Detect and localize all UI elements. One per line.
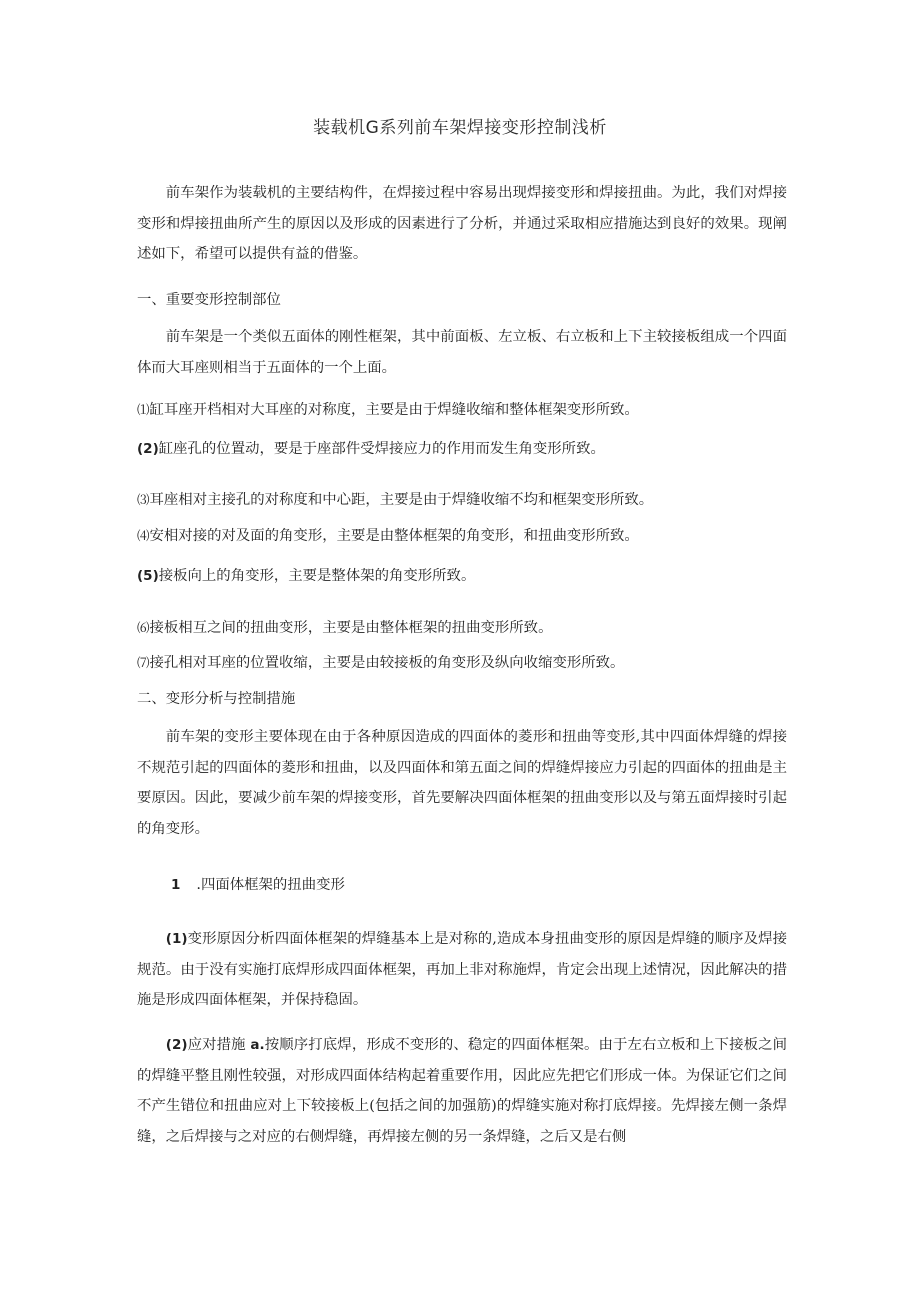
list-item-text: 安相对接的对及面的角变形，主要是由整体框架的角变形，和扭曲变形所致。 (149, 528, 639, 544)
list-item-text: 接板向上的角变形，主要是整体架的角变形所致。 (158, 568, 476, 584)
list-item-number: ⑴ (137, 402, 150, 417)
list-item-4 (137, 526, 797, 546)
section1-heading: 一、重要变形控制部位 (137, 292, 281, 308)
list-item-2 (137, 439, 797, 459)
list-item-text: 耳座相对主接孔的对称度和中心距，主要是由于焊缝收缩不均和框架变形所致。 (149, 492, 654, 508)
paragraph-step-marker: a. (250, 1037, 265, 1053)
list-item-number: ⑷ (137, 528, 150, 543)
section1-body: 前车架是一个类似五面体的刚性框架，其中前面板、左立板、右立板和上下主较接板组成一个四面体而大耳座则相当于五面体的一个上面。 (137, 329, 787, 376)
subsection-number: 1 (171, 877, 181, 893)
list-item-6 (137, 618, 797, 638)
list-item-number: ⑶ (137, 492, 150, 507)
list-item-text: 缸耳座开档相对大耳座的对称度，主要是由于焊缝收缩和整体框架变形所致。 (149, 402, 639, 418)
list-item-number: (2) (137, 441, 159, 457)
list-item-number: (5) (137, 568, 159, 584)
paragraph-label: 应对措施 (187, 1037, 251, 1053)
subsection-title: .四面体框架的扭曲变形 (196, 877, 345, 893)
intro-paragraph: 前车架作为装载机的主要结构件，在焊接过程中容易出现焊接变形和焊接扭曲。为此，我们对焊接变形和焊接扭曲所产生的原因以及形成的因素进行了分析，并通过采取相应措施达到良好的效果。现阐述如下，希望可以提供有益的借鉴。 (137, 185, 787, 262)
section2-heading: 二、变形分析与控制措施 (137, 691, 296, 707)
section2-body: 前车架的变形主要体现在由于各种原因造成的四面体的菱形和扭曲等变形,其中四面体焊缝的焊接不规范引起的四面体的菱形和扭曲，以及四面体和第五面之间的焊缝焊接应力引起的四面体的扭曲是主要原因。因此，要减少前车架的焊接变形，首先要解决四面体框架的扭曲变形以及与第五面焊接时引起的角变形。 (137, 729, 787, 837)
list-item-text: 接板相互之间的扭曲变形，主要是由整体框架的扭曲变形所致。 (149, 620, 553, 636)
list-item-3 (137, 490, 797, 510)
list-item-number: ⑹ (137, 620, 150, 635)
list-item-5 (137, 566, 797, 586)
paragraph-text: 按顺序打底焊，形成不变形的、稳定的四面体框架。由于左右立板和上下接板之间的焊缝平整且刚性较强，对形成四面体结构起着重要作用，因此应先把它们形成一体。为保证它们之间不产生错位和扭曲应对上下较接板上(包括之间的加强筋)的焊缝实施对称打底焊接。先焊接左侧一条焊缝，之后焊接与之对应的右侧焊缝，再焊接左侧的另一条焊缝，之后又是右侧 (137, 1037, 787, 1145)
paragraph-number: (1) (165, 931, 188, 947)
list-item-1 (137, 400, 797, 420)
list-item-text: 缸座孔的位置动，要是于座部件受焊接应力的作用而发生角变形所致。 (158, 441, 605, 457)
paragraph-text: 变形原因分析四面体框架的焊缝基本上是对称的,造成本身扭曲变形的原因是焊缝的顺序及焊接规范。由于没有实施打底焊形成四面体框架，再加上非对称施焊，肯定会出现上述情况，因此解决的措施是形成四面体框架，并保持稳固。 (137, 931, 787, 1008)
document-title: 装载机G系列前车架焊接变形控制浅析 (313, 118, 607, 138)
list-item-number: ⑺ (137, 655, 150, 670)
paragraph-cause-analysis (137, 924, 787, 1016)
list-item-7 (137, 653, 797, 673)
subsection-heading (171, 875, 345, 895)
list-item-text: 接孔相对耳座的位置收缩，主要是由较接板的角变形及纵向收缩变形所致。 (149, 655, 625, 671)
paragraph-number: (2) (165, 1037, 188, 1053)
paragraph-countermeasures (137, 1030, 787, 1152)
